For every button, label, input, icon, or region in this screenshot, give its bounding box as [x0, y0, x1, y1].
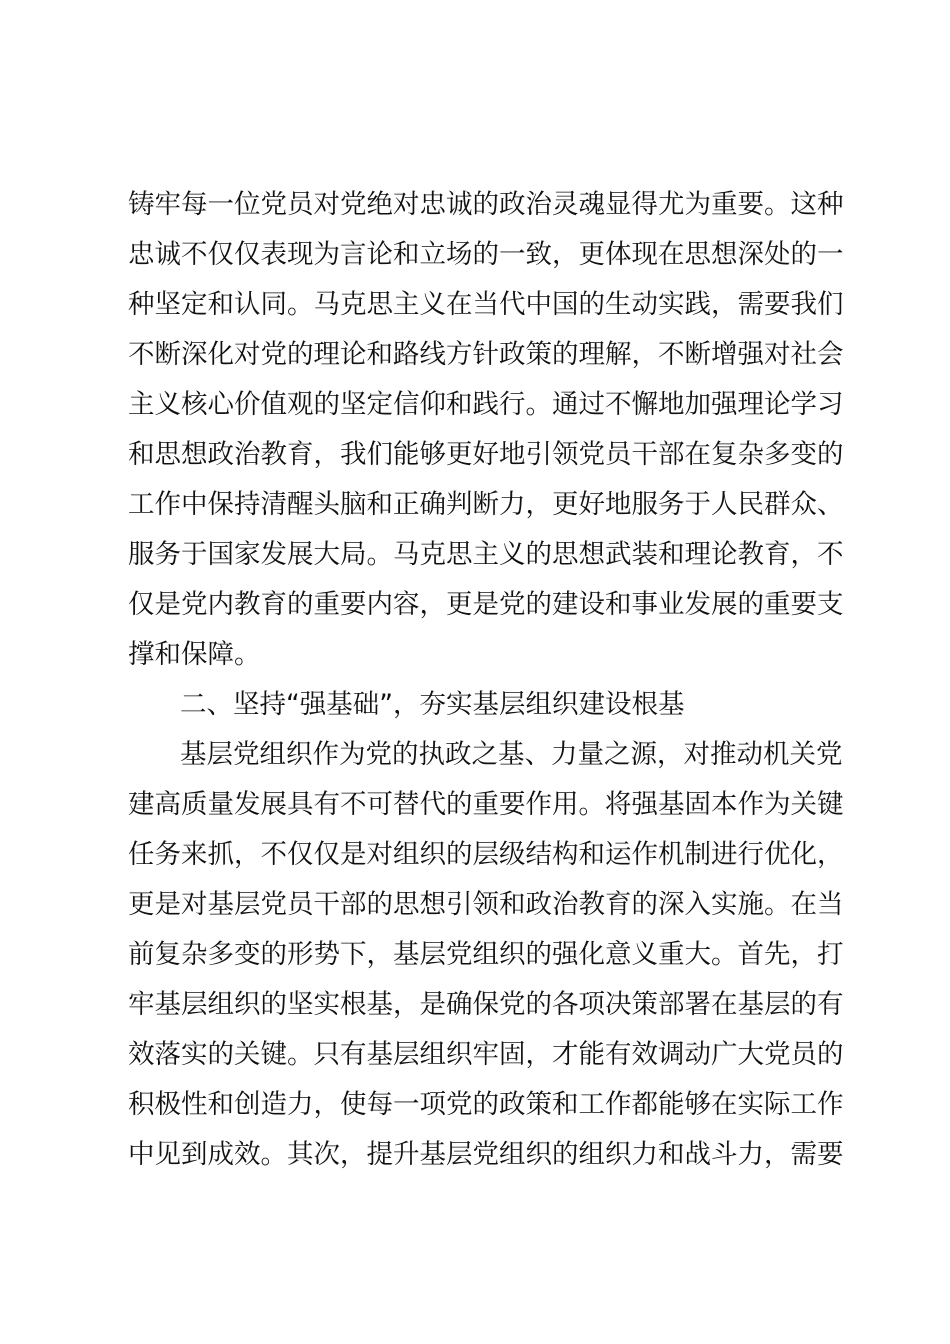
paragraph2-line-3: 任务来抓，不仅仅是对组织的层级结构和运作机制进行优化， — [128, 839, 844, 870]
paragraph1-line-4: 不断深化对党的理论和路线方针政策的理解，不断增强对社会 — [128, 339, 844, 370]
paragraph2-line-6: 牢基层组织的坚实根基，是确保党的各项决策部署在基层的有 — [128, 989, 844, 1020]
paragraph1-line-3: 种坚定和认同。马克思主义在当代中国的生动实践，需要我们 — [128, 289, 844, 320]
paragraph1-line-2: 忠诚不仅仅表现为言论和立场的一致，更体现在思想深处的一 — [128, 239, 844, 270]
paragraph1-line-7: 工作中保持清醒头脑和正确判断力，更好地服务于人民群众、 — [128, 489, 844, 520]
paragraph2-line-7: 效落实的关键。只有基层组织牢固，才能有效调动广大党员的 — [128, 1039, 844, 1070]
paragraph1-line-10: 撑和保障。 — [128, 639, 261, 670]
section-heading: 二、坚持“强基础”，夯实基层组织建设根基 — [180, 689, 685, 720]
paragraph2-line-2: 建高质量发展具有不可替代的重要作用。将强基固本作为关键 — [128, 789, 844, 820]
paragraph2-line-8: 积极性和创造力，使每一项党的政策和工作都能够在实际工作 — [128, 1089, 844, 1120]
paragraph2-line-4: 更是对基层党员干部的思想引领和政治教育的深入实施。在当 — [128, 889, 844, 920]
paragraph1-line-1: 铸牢每一位党员对党绝对忠诚的政治灵魂显得尤为重要。这种 — [128, 189, 844, 220]
paragraph1-line-8: 服务于国家发展大局。马克思主义的思想武装和理论教育，不 — [128, 539, 844, 570]
paragraph1-line-5: 主义核心价值观的坚定信仰和践行。通过不懈地加强理论学习 — [128, 389, 844, 420]
paragraph2-line-1: 基层党组织作为党的执政之基、力量之源，对推动机关党 — [180, 739, 843, 770]
paragraph1-line-6: 和思想政治教育，我们能够更好地引领党员干部在复杂多变的 — [128, 439, 844, 470]
paragraph1-line-9: 仅是党内教育的重要内容，更是党的建设和事业发展的重要支 — [128, 589, 844, 620]
paragraph2-line-9: 中见到成效。其次，提升基层党组织的组织力和战斗力，需要 — [128, 1139, 844, 1170]
paragraph2-line-5: 前复杂多变的形势下，基层党组织的强化意义重大。首先，打 — [128, 939, 844, 970]
